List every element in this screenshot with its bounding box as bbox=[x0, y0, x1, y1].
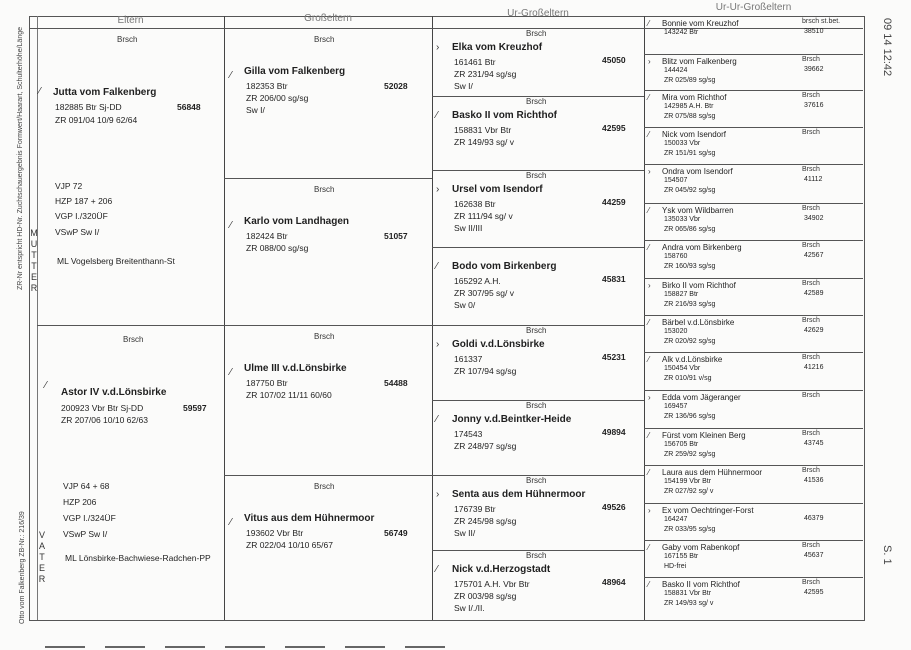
checkmark: ⁄ bbox=[648, 130, 650, 139]
mother-vgp: VGP I./320ÜF bbox=[55, 211, 108, 221]
gg-grandparent-number: 34902 bbox=[804, 215, 824, 222]
greatgrandparent-cell bbox=[432, 475, 644, 550]
checkmark: ⁄ bbox=[648, 580, 650, 589]
gg-grandparent-reg: 154507 bbox=[664, 177, 688, 184]
gg-grandparent-name: Basko II vom Richthof bbox=[662, 580, 740, 589]
gg-grandparent-cell bbox=[644, 503, 863, 540]
greatgrandparent-number: 48964 bbox=[602, 577, 626, 587]
breed-tag: Brsch bbox=[314, 482, 335, 491]
gg-grandparent-zr: ZR 020/92 sg/sg bbox=[664, 338, 716, 345]
father-zr: ZR 207/06 10/10 62/63 bbox=[61, 415, 148, 425]
father-vswp: VSwP Sw I/ bbox=[63, 529, 108, 539]
gg-grandparent-zr: ZR 027/92 sg/ v bbox=[664, 488, 714, 495]
gg-grandparent-zr: ZR 216/93 sg/sg bbox=[664, 301, 716, 308]
grandparent-number: 56749 bbox=[384, 528, 408, 538]
gg-grandparent-zr: ZR 149/93 sg/ v bbox=[664, 600, 714, 607]
greatgrandparent-reg: 162638 Btr bbox=[454, 199, 496, 209]
checkmark: ⁄ bbox=[648, 355, 650, 364]
grandparent-number: 54488 bbox=[384, 378, 408, 388]
greatgrandparent-reg: 158831 Vbr Btr bbox=[454, 125, 512, 135]
gg-grandparent-reg: 158827 Btr bbox=[664, 291, 699, 298]
greatgrandparent-sw: Sw 0/ bbox=[454, 300, 476, 310]
checkmark: ⁄ bbox=[230, 367, 232, 378]
mother-hzp: HZP 187 + 206 bbox=[55, 196, 113, 206]
grandparent-zr: ZR 107/02 11/11 60/60 bbox=[246, 390, 332, 400]
father-ml: ML Lönsbirke-Bachwiese-Radchen-PP bbox=[65, 553, 211, 563]
gg-grandparent-cell bbox=[644, 127, 863, 164]
grandparent-name: Vitus aus dem Hühnermoor bbox=[244, 513, 375, 524]
breed-tag: Brsch bbox=[802, 579, 820, 586]
gg-grandparent-number: 42589 bbox=[804, 290, 824, 297]
grandparent-zr: ZR 206/00 sg/sg bbox=[246, 93, 309, 103]
gg-grandparent-cell bbox=[644, 577, 863, 620]
gg-grandparent-name: Andra vom Birkenberg bbox=[662, 243, 742, 252]
gg-grandparent-name: Fürst vom Kleinen Berg bbox=[662, 431, 746, 440]
father-cell bbox=[37, 325, 224, 620]
header-urgrosseltern: Ur-Großeltern bbox=[507, 8, 569, 19]
gg-grandparent-reg: 158831 Vbr Btr bbox=[664, 590, 712, 597]
father-number: 59597 bbox=[183, 403, 207, 413]
greatgrandparent-number: 49526 bbox=[602, 502, 626, 512]
gg-grandparent-number: 43745 bbox=[804, 440, 824, 447]
greatgrandparent-name: Elka vom Kreuzhof bbox=[452, 42, 543, 53]
gg-grandparent-reg: 150033 Vbr bbox=[664, 140, 701, 147]
breed-tag: Brsch bbox=[802, 354, 820, 361]
greatgrandparent-number: 44259 bbox=[602, 197, 626, 207]
greatgrandparent-sw: Sw I/ bbox=[454, 81, 473, 91]
greatgrandparent-name: Nick v.d.Herzogstadt bbox=[452, 564, 551, 575]
greatgrandparent-reg: 174543 bbox=[454, 429, 483, 439]
gg-grandparent-reg: 164247 bbox=[664, 516, 688, 523]
greatgrandparent-reg: 165292 A.H. bbox=[454, 276, 501, 286]
gg-grandparent-zr: ZR 259/92 sg/sg bbox=[664, 451, 716, 458]
greatgrandparent-reg: 161461 Btr bbox=[454, 57, 496, 67]
gg-grandparent-number: 38510 bbox=[804, 28, 824, 35]
grandparent-name: Ulme III v.d.Lönsbirke bbox=[244, 363, 347, 374]
greatgrandparent-zr: ZR 231/94 sg/sg bbox=[454, 69, 517, 79]
gg-grandparent-reg: 142985 A.H. Btr bbox=[664, 103, 714, 110]
greatgrandparent-zr: ZR 248/97 sg/sg bbox=[454, 441, 517, 451]
gg-grandparent-name: Mira vom Richthof bbox=[662, 93, 727, 102]
checkmark: ⁄ bbox=[648, 243, 650, 252]
scan-artifact-line bbox=[45, 646, 465, 648]
greatgrandparent-sw: Sw II/ bbox=[454, 528, 476, 538]
breed-tag: Brsch bbox=[123, 335, 144, 344]
greatgrandparent-cell bbox=[432, 247, 644, 325]
grandparent-cell bbox=[224, 28, 432, 178]
page-number: S. 1 bbox=[881, 545, 893, 565]
grandparent-reg: 193602 Vbr Btr bbox=[246, 528, 304, 538]
gg-grandparent-cell bbox=[644, 90, 863, 127]
father-reg: 200923 Vbr Btr Sj-DD bbox=[61, 403, 144, 413]
checkmark: › bbox=[436, 42, 440, 53]
breed-tag: Brsch bbox=[526, 97, 547, 106]
gg-grandparent-number: 37616 bbox=[804, 102, 824, 109]
breed-tag: Brsch bbox=[526, 476, 547, 485]
mother-cell bbox=[37, 28, 224, 325]
gg-grandparent-number: 46379 bbox=[804, 515, 824, 522]
gg-grandparent-cell bbox=[644, 54, 863, 90]
breed-tag: Brsch bbox=[802, 56, 820, 63]
grandparent-zr: ZR 088/00 sg/sg bbox=[246, 243, 309, 253]
gg-grandparent-cell bbox=[644, 240, 863, 278]
greatgrandparent-number: 45231 bbox=[602, 352, 626, 362]
gg-grandparent-name: Blitz vom Falkenberg bbox=[662, 57, 737, 66]
checkmark: ⁄ bbox=[648, 93, 650, 102]
gg-grandparent-cell bbox=[644, 390, 863, 428]
grandparent-zr: ZR 022/04 10/10 65/67 bbox=[246, 540, 333, 550]
gg-grandparent-zr: ZR 075/88 sg/sg bbox=[664, 113, 716, 120]
breed-tag: Brsch bbox=[802, 430, 820, 437]
checkmark: ⁄ bbox=[648, 543, 650, 552]
gg-grandparent-reg: 158760 bbox=[664, 253, 688, 260]
checkmark: › bbox=[648, 393, 651, 402]
breed-tag: Brsch bbox=[802, 242, 820, 249]
gg-grandparent-name: Alk v.d.Lönsbirke bbox=[662, 355, 723, 364]
gg-grandparent-zr: ZR 033/95 sg/sg bbox=[664, 526, 716, 533]
father-vgp: VGP I./324ÜF bbox=[63, 513, 116, 523]
side-note-top: ZR-Nr entspricht HD-Nr. Zuchtschauergebnis Formwert/Haarart, Schulterhöhe/Länge bbox=[17, 27, 24, 290]
breed-tag: Brsch bbox=[526, 171, 547, 180]
greatgrandparent-zr: ZR 245/98 sg/sg bbox=[454, 516, 517, 526]
greatgrandparent-name: Basko II vom Richthof bbox=[452, 110, 558, 121]
breed-tag: Brsch bbox=[314, 35, 335, 44]
greatgrandparent-reg: 176739 Btr bbox=[454, 504, 496, 514]
gg-grandparent-name: Nick vom Isendorf bbox=[662, 130, 727, 139]
gg-grandparent-zr: ZR 045/92 sg/sg bbox=[664, 187, 716, 194]
gg-grandparent-name: Bärbel v.d.Lönsbirke bbox=[662, 318, 735, 327]
gg-grandparent-cell bbox=[644, 352, 863, 390]
gg-grandparent-zr: ZR 010/91 v/sg bbox=[664, 375, 712, 382]
breed-tag: Brsch bbox=[802, 317, 820, 324]
header-eltern: Eltern bbox=[117, 15, 144, 26]
gg-grandparent-cell bbox=[644, 315, 863, 352]
checkmark: ⁄ bbox=[45, 380, 47, 391]
greatgrandparent-cell bbox=[432, 96, 644, 170]
checkmark: ⁄ bbox=[230, 70, 232, 81]
gg-grandparent-zr: ZR 065/86 sg/sg bbox=[664, 226, 716, 233]
breed-tag: Brsch bbox=[802, 129, 820, 136]
greatgrandparent-cell bbox=[432, 28, 644, 96]
mother-name: Jutta vom Falkenberg bbox=[53, 87, 157, 98]
vater-label: V A T E R bbox=[38, 530, 46, 584]
fax-timestamp: 09 14 12:42 bbox=[881, 18, 893, 77]
gg-grandparent-number: 45637 bbox=[804, 552, 824, 559]
breed-tag: Brsch bbox=[802, 467, 820, 474]
greatgrandparent-zr: ZR 111/94 sg/ v bbox=[454, 211, 513, 221]
greatgrandparent-number: 42595 bbox=[602, 123, 626, 133]
gg-grandparent-number: 41216 bbox=[804, 364, 824, 371]
gg-grandparent-name: Bonnie vom Kreuzhof bbox=[662, 19, 739, 28]
mother-vjp: VJP 72 bbox=[55, 181, 83, 191]
breed-tag: Brsch bbox=[802, 205, 820, 212]
breed-tag: Brsch bbox=[802, 92, 820, 99]
father-name: Astor IV v.d.Lönsbirke bbox=[61, 387, 167, 398]
gg-grandparent-reg: 143242 Btr bbox=[664, 29, 699, 36]
greatgrandparent-name: Bodo vom Birkenberg bbox=[452, 261, 557, 272]
grandparent-number: 51057 bbox=[384, 231, 408, 241]
side-note-bottom: Otto vom Falkenberg ZB-Nr.: 216/39 bbox=[19, 511, 26, 624]
breed-tag: Brsch bbox=[117, 35, 138, 44]
greatgrandparent-number: 49894 bbox=[602, 427, 626, 437]
grandparent-cell bbox=[224, 325, 432, 475]
gg-grandparent-number: 39662 bbox=[804, 66, 824, 73]
gg-grandparent-number: 41112 bbox=[804, 176, 823, 183]
gg-grandparent-cell bbox=[644, 465, 863, 503]
breed-tag: Brsch bbox=[314, 185, 335, 194]
grandparent-reg: 182424 Btr bbox=[246, 231, 288, 241]
gg-grandparent-name: Edda vom Jägeranger bbox=[662, 393, 741, 402]
checkmark: ⁄ bbox=[230, 517, 232, 528]
gg-grandparent-number: 42567 bbox=[804, 252, 824, 259]
checkmark: ⁄ bbox=[436, 110, 438, 121]
gg-grandparent-zr: ZR 136/96 sg/sg bbox=[664, 413, 716, 420]
checkmark: › bbox=[436, 339, 440, 350]
grandparent-name: Karlo vom Landhagen bbox=[244, 216, 350, 227]
checkmark: › bbox=[436, 184, 440, 195]
gg-grandparent-cell bbox=[644, 203, 863, 240]
greatgrandparent-zr: ZR 107/94 sg/sg bbox=[454, 366, 517, 376]
greatgrandparent-cell bbox=[432, 170, 644, 247]
gg-grandparent-reg: 167155 Btr bbox=[664, 553, 699, 560]
checkmark: › bbox=[648, 506, 651, 515]
breed-tag: Brsch bbox=[526, 29, 547, 38]
checkmark: ⁄ bbox=[436, 261, 438, 272]
gg-grandparent-number: 42629 bbox=[804, 327, 824, 334]
gg-grandparent-zr: ZR 151/91 sg/sg bbox=[664, 150, 716, 157]
greatgrandparent-number: 45050 bbox=[602, 55, 626, 65]
gg-grandparent-cell bbox=[644, 278, 863, 315]
checkmark: ⁄ bbox=[230, 220, 232, 231]
greatgrandparent-reg: 161337 bbox=[454, 354, 483, 364]
grandparent-name: Gilla vom Falkenberg bbox=[244, 66, 346, 77]
greatgrandparent-zr: ZR 149/93 sg/ v bbox=[454, 137, 515, 147]
gg-grandparent-number: 41536 bbox=[804, 477, 824, 484]
mother-reg: 182885 Btr Sj-DD bbox=[55, 102, 122, 112]
breed-tag: Brsch bbox=[802, 166, 820, 173]
checkmark: › bbox=[648, 281, 651, 290]
gg-grandparent-name: Ondra vom Isendorf bbox=[662, 167, 733, 176]
father-hzp: HZP 206 bbox=[63, 497, 97, 507]
gg-grandparent-cell bbox=[644, 164, 863, 203]
grandparent-number: 52028 bbox=[384, 81, 408, 91]
gg-grandparent-reg: 154199 Vbr Btr bbox=[664, 478, 712, 485]
greatgrandparent-sw: Sw I/./II. bbox=[454, 603, 485, 613]
gg-grandparent-name: Gaby vom Rabenkopf bbox=[662, 543, 740, 552]
breed-tag: Brsch bbox=[802, 280, 820, 287]
greatgrandparent-name: Goldi v.d.Lönsbirke bbox=[452, 339, 545, 350]
gg-grandparent-cell bbox=[644, 16, 863, 54]
gg-grandparent-reg: 144424 bbox=[664, 67, 688, 74]
checkmark: ⁄ bbox=[648, 431, 650, 440]
breed-tag: Brsch bbox=[802, 542, 820, 549]
header-grosseltern: Großeltern bbox=[304, 13, 352, 24]
greatgrandparent-cell bbox=[432, 550, 644, 620]
gg-grandparent-cell bbox=[644, 428, 863, 465]
gg-grandparent-reg: 156705 Btr bbox=[664, 441, 699, 448]
gg-grandparent-zr: ZR 160/93 sg/sg bbox=[664, 263, 716, 270]
header-ururgrosseltern: Ur-Ur-Großeltern bbox=[715, 2, 792, 13]
checkmark: ⁄ bbox=[648, 318, 650, 327]
greatgrandparent-zr: ZR 307/95 sg/ v bbox=[454, 288, 515, 298]
grandparent-cell bbox=[224, 178, 432, 325]
greatgrandparent-name: Senta aus dem Hühnermoor bbox=[452, 489, 586, 500]
checkmark: ⁄ bbox=[648, 206, 650, 215]
mutter-label: M U T T E R bbox=[30, 228, 38, 293]
gg-grandparent-name: Birko II vom Richthof bbox=[662, 281, 736, 290]
breed-tag: Brsch bbox=[802, 392, 820, 399]
checkmark: › bbox=[436, 489, 440, 500]
breed-tag: Brsch bbox=[526, 326, 547, 335]
breed-tag: Brsch bbox=[314, 332, 335, 341]
checkmark: ⁄ bbox=[436, 414, 438, 425]
checkmark: ⁄ bbox=[436, 564, 438, 575]
checkmark: ⁄ bbox=[648, 19, 650, 28]
mother-zr: ZR 091/04 10/9 62/64 bbox=[55, 115, 138, 125]
greatgrandparent-sw: Sw II/III bbox=[454, 223, 483, 233]
greatgrandparent-name: Ursel vom Isendorf bbox=[452, 184, 543, 195]
grandparent-sw: Sw I/ bbox=[246, 105, 265, 115]
gg-grandparent-reg: 150454 Vbr bbox=[664, 365, 701, 372]
checkmark: › bbox=[648, 167, 651, 176]
checkmark: ⁄ bbox=[39, 86, 41, 97]
gg-grandparent-reg: 135033 Vbr bbox=[664, 216, 701, 223]
breed-tag: Brsch bbox=[526, 401, 547, 410]
gg-grandparent-name: Ex vom Oechtringer-Forst bbox=[662, 506, 754, 515]
greatgrandparent-reg: 175701 A.H. Vbr Btr bbox=[454, 579, 530, 589]
grandparent-cell bbox=[224, 475, 432, 620]
breed-tag: Brsch bbox=[526, 551, 547, 560]
gg-grandparent-reg: 153020 bbox=[664, 328, 688, 335]
father-vjp: VJP 64 + 68 bbox=[63, 481, 110, 491]
greatgrandparent-name: Jonny v.d.Beintker-Heide bbox=[452, 414, 572, 425]
checkmark: › bbox=[648, 57, 651, 66]
gg-grandparent-zr: HD-frei bbox=[664, 563, 687, 570]
greatgrandparent-cell bbox=[432, 400, 644, 475]
gg-grandparent-reg: 169457 bbox=[664, 403, 688, 410]
greatgrandparent-zr: ZR 003/98 sg/sg bbox=[454, 591, 517, 601]
mother-number: 56848 bbox=[177, 102, 201, 112]
greatgrandparent-number: 45831 bbox=[602, 274, 626, 284]
grandparent-reg: 187750 Btr bbox=[246, 378, 288, 388]
gg-grandparent-name: Laura aus dem Hühnermoor bbox=[662, 468, 763, 477]
checkmark: ⁄ bbox=[648, 468, 650, 477]
mother-vswp: VSwP Sw I/ bbox=[55, 227, 100, 237]
gg-grandparent-cell bbox=[644, 540, 863, 577]
breed-tag: brsch st.bet. bbox=[802, 18, 841, 25]
gg-grandparent-zr: ZR 025/89 sg/sg bbox=[664, 77, 716, 84]
gg-grandparent-number: 42595 bbox=[804, 589, 824, 596]
grandparent-reg: 182353 Btr bbox=[246, 81, 288, 91]
gg-grandparent-name: Ysk vom Wildbarren bbox=[662, 206, 734, 215]
greatgrandparent-cell bbox=[432, 325, 644, 400]
mother-ml: ML Vogelsberg Breitenthann-St bbox=[57, 256, 175, 266]
